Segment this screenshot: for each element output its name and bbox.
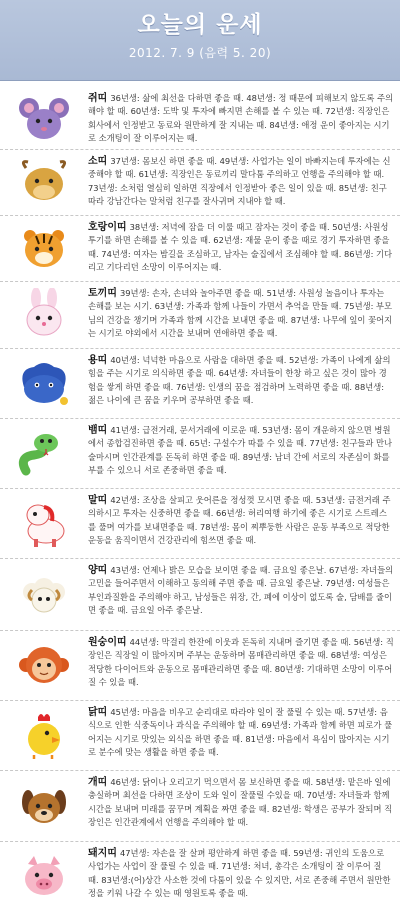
fortune-text: 40년생: 넉넉한 마음으로 사람을 대하면 좋을 때. 52년생: 가족이 나에게 삶의 힘을 주는 시기로 의식하면 좋을 때. 64년생: 자녀들이 한창 하고 싶은 것이 많아 경험을 쌓게 하면 좋을 때. 76년생: 인생의 꿈을 점검하며 노력하면 좋을 때. 88년생: 젊은 나이에 큰 꿈을 키우며 공부하면 좋을 때. [88, 355, 391, 406]
zodiac-entry-monkey [0, 630, 400, 701]
entry-text [88, 221, 394, 275]
rabbit-icon [8, 288, 80, 340]
rat-icon [8, 92, 80, 144]
fortune-text: 46년생: 닭이나 오리고기 먹으면서 몸 보신하면 좋을 때. 58년생: 맡은바 일에 충실하며 최선을 다하면 조상이 도와 일이 잘풀릴 수있을 때. 70년생: 자녀들과 함께 시간을 보내며 미래를 꿈꾸며 계획을 짜면 좋을 때. 82년생: 학생은 공부가 잘되며 직장인은 인간관계에서 언행을 주의해야 할 때. [88, 777, 393, 828]
zodiac-name: 토끼띠 [88, 288, 117, 299]
entry-text [88, 287, 394, 341]
sheep-icon [8, 568, 80, 620]
entry-text [88, 564, 394, 618]
zodiac-name: 말띠 [88, 495, 108, 506]
entry-text [88, 424, 394, 478]
fortune-text: 41년생: 급전거래, 문서거래에 이로운 때. 53년생: 몸이 개운하지 않으면 병원에서 종합검진하면 좋을 때. 65년: 구설수가 따를 수 있을 때. 77년생: 친구들과 만나 술마시며 인간관계를 돈독히 하면 좋을 때. 89년생: 남녀 간에 서로의 자존심이 화를 부를 수 있으니 서로 존중하면 좋을 때. [88, 425, 393, 476]
fortune-text: 39년생: 손자, 손녀와 놀아주면 좋을 때. 51년생: 사원성 놀음이나 투자는 손해를 보는 시기. 63년생: 가족과 함께 나들이 가면서 추억을 만들 때. 75년생: 부모님의 건강을 챙기며 가족과 함께 시간을 보내면 좋을 때. 87년생: 나무에 잎이 꽃어지는 시기로 야외에서 시간을 보내며 연애하면 좋을 때. [88, 288, 393, 339]
zodiac-entry-sheep [0, 558, 400, 631]
fortune-text: 43년생: 언제나 밝은 모습을 보이면 좋을 때. 금요일 좋은날. 67년생: 자녀들의 고민을 들어주면서 이해하고 동의해 주면 좋을 때. 금요일 좋은날. 79년생: 여성들은 부인과질환을 주의해야 하고, 남성들은 위장, 간, 폐에 이상이 없도록 술, 담배를 줄이면 좋을 때. 금요일 아주 좋은날. [88, 565, 394, 616]
header-banner [0, 0, 400, 81]
zodiac-name: 호랑이띠 [88, 222, 127, 233]
fortune-text: 42년생: 조상을 살피고 웃어른을 정성껏 모시면 좋을 때. 53년생: 금전거래 주의하시고 투자는 신중하면 좋을 때. 66년생: 허리여행 하기에 좋은 시기로 스트레스를 풀며 여가를 보내면좋을 때. 78년생: 몸이 찌뿌둥한 사람은 운동 부족으로 적당한 운동을 움직이면서 건강관리에 힘쓰면 좋을 때. [88, 495, 391, 546]
horse-icon [8, 497, 80, 549]
dragon-icon [8, 357, 80, 409]
tiger-icon [8, 222, 80, 274]
zodiac-entry-rabbit [0, 281, 400, 349]
entry-text [88, 92, 394, 146]
entry-text [88, 776, 394, 830]
entry-text [88, 706, 394, 760]
zodiac-entry-dragon [0, 348, 400, 419]
zodiac-name: 쥐띠 [88, 93, 108, 104]
fortune-text: 44년생: 막걸리 한잔에 이웃과 돈독히 지내며 즐기면 좋을 때. 56년생: 직장인은 직장일 이 많아지며 주부는 운동하며 몸매관리하면 좋을 때. 68년생: 여성은 적당한 다이어트와 운동으로 몸매관리하면 좋을 때. 80년생: 기대하면 소망이 이루어질 수 있을 때. [88, 637, 394, 688]
ox-icon [8, 156, 80, 208]
zodiac-entry-tiger [0, 215, 400, 282]
entry-text [88, 636, 394, 690]
zodiac-entry-rooster [0, 700, 400, 771]
zodiac-name: 뱀띠 [88, 425, 108, 436]
zodiac-entry-horse [0, 488, 400, 559]
zodiac-entry-pig [0, 841, 400, 911]
fortune-text: 37년생: 몸보신 하면 좋을 때. 49년생: 사업가는 일이 바빠지는데 투자에는 신중해야 할 때. 61년생: 직장인은 동료끼리 말다툼 주의하고 언행을 주의해야 할 때. 73년생: 소처럼 열심히 일하면 직장에서 인정받아 좋은 일이 있을 때. 85년생: 친구따라 강남간다는 말처럼 친구를 잘사귀며 지내야 할 때. [88, 156, 391, 207]
zodiac-entry-dog [0, 770, 400, 842]
entry-text [88, 847, 394, 901]
zodiac-entry-ox [0, 149, 400, 216]
zodiac-name: 소띠 [88, 156, 108, 167]
page-title: 오늘의 운세 [137, 12, 263, 38]
zodiac-entry-snake [0, 418, 400, 489]
rooster-icon [8, 709, 80, 761]
entry-text [88, 354, 394, 408]
zodiac-entry-rat [0, 86, 400, 150]
zodiac-name: 원숭이띠 [88, 637, 127, 648]
entry-text [88, 494, 394, 548]
zodiac-name: 개띠 [88, 777, 108, 788]
snake-icon [8, 427, 80, 479]
zodiac-name: 닭띠 [88, 707, 108, 718]
fortune-text: 47년생: 자손을 잘 살펴 평안하게 하면 좋을 때. 59년생: 귀인의 도움으로 사업가는 사업이 잘 풀릴 수 있을 때. 71년생: 처녀, 총각은 소개팅이 잘 이루어 질 때. 83년생:(어)상간 사소한 것에 다툼이 있을 수 있지만, 서로 존중해 주면서 원만한 정을 키워 나갈 수 있는 때 영원토록 좋을 때. [88, 848, 391, 899]
fortune-text: 45년생: 마음을 비우고 순리대로 따라야 일이 잘 풀릴 수 있는 때. 57년생: 음식으로 인한 식중독이나 과식을 주의해야 할 때. 69년생: 가족과 함께 하면 피로가 풀어지는 시기로 맛있는 외식을 하면 좋을 때. 81년생: 마음에서 욕심이 많아지는 시기로 분수에 맞는 생활을 하면 좋을 때. [88, 707, 393, 758]
pig-icon [8, 850, 80, 902]
zodiac-name: 용띠 [88, 355, 108, 366]
page-date: 2012. 7. 9 (음력 5. 20) [128, 46, 272, 60]
zodiac-name: 돼지띠 [88, 848, 117, 859]
fortune-text: 36년생: 삶에 최선을 다하면 좋을 때. 48년생: 정 때문에 피해보지 않도록 주의해야 할 때. 60년생: 도박 및 투자에 빠지면 손해를 볼 수 있는 때. 72년생: 직장인은 회사에서 인정받고 동료와 원만하게 잘 지내는 때. 84년생: 애정 운이 좋아지는 시기로 소개팅이 잘 이루어지는 때. [88, 93, 394, 144]
dog-icon [8, 780, 80, 832]
monkey-icon [8, 639, 80, 691]
entry-text [88, 155, 394, 209]
zodiac-name: 양띠 [88, 565, 108, 576]
fortune-text: 38년생: 저녁에 잠을 더 이룰 때고 잠자는 것이 좋을 때. 50년생: 사원성 투기를 하면 손해를 볼 수 있을 때. 62년생: 재물 운이 좋을 때로 경기 투자하면 좋을 때. 74년생: 여자는 밤길을 조심하고, 남자는 술집에서 조심해야 할 때. 86년생: 기다리고 기다리던 소망이 이루어지는 때. [88, 222, 393, 273]
